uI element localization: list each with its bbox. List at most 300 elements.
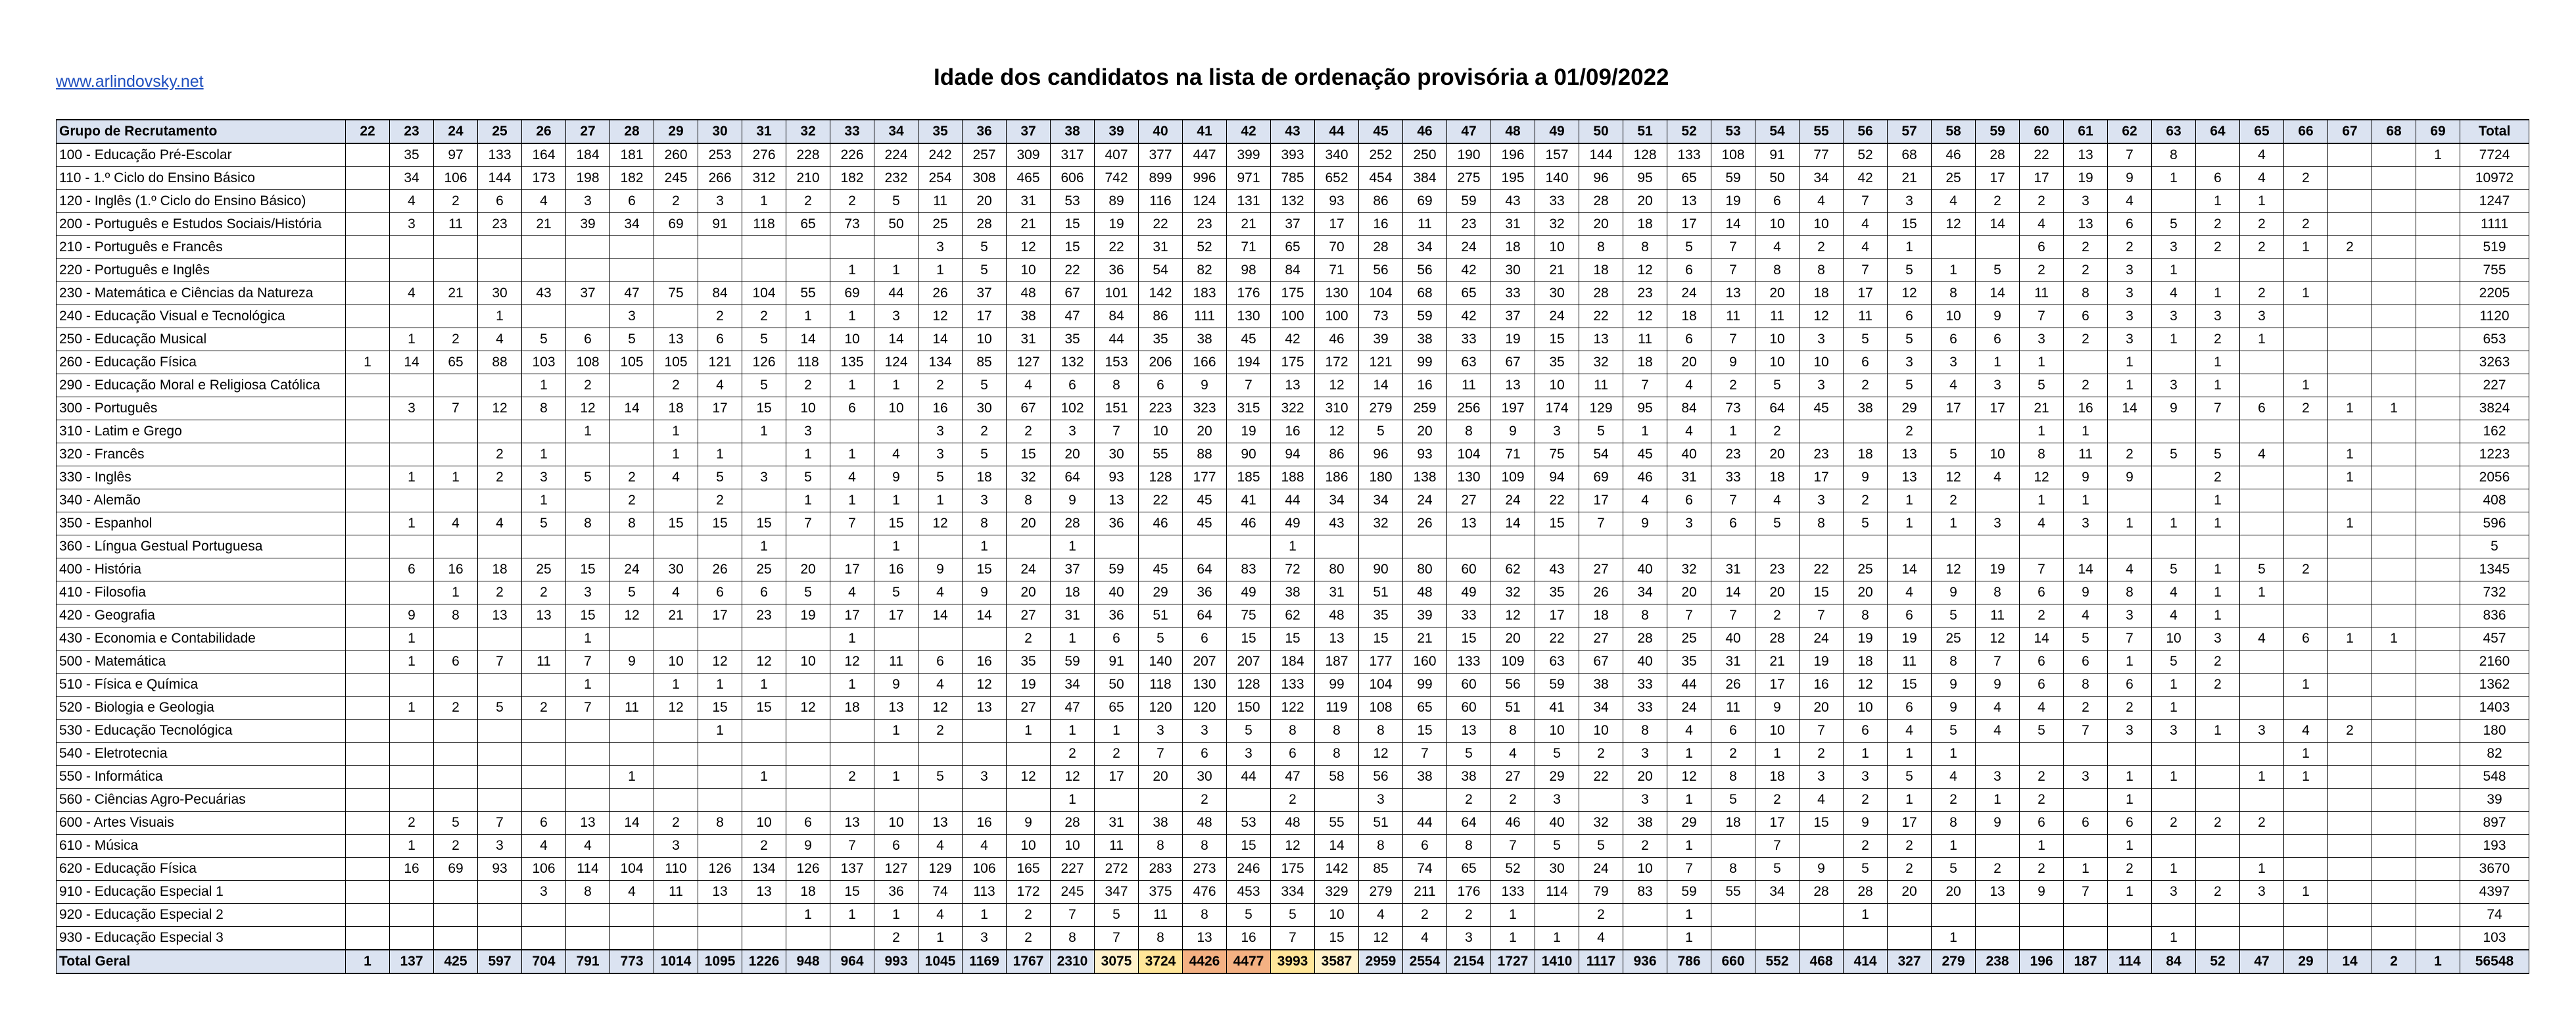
count-cell: 28 — [1623, 627, 1667, 650]
count-cell: 2 — [1800, 743, 1844, 766]
count-cell: 9 — [2064, 581, 2108, 604]
count-cell: 5 — [2152, 213, 2196, 236]
count-cell: 104 — [1359, 674, 1403, 697]
count-cell — [390, 789, 434, 812]
count-cell: 23 — [478, 213, 522, 236]
count-cell: 315 — [1227, 397, 1271, 420]
count-cell: 5 — [1227, 720, 1271, 743]
count-cell: 22 — [1800, 558, 1844, 581]
count-cell: 2 — [830, 766, 874, 789]
count-cell — [698, 259, 742, 282]
count-cell: 67 — [1491, 351, 1535, 374]
count-cell: 9 — [1007, 812, 1051, 835]
count-cell — [2328, 489, 2372, 512]
count-cell: 59 — [1535, 674, 1579, 697]
count-cell: 2 — [2064, 236, 2108, 259]
count-cell: 5 — [1359, 420, 1403, 443]
count-cell — [786, 535, 830, 558]
count-cell: 2 — [1271, 789, 1315, 812]
count-cell: 37 — [1491, 305, 1535, 328]
count-cell: 6 — [1667, 489, 1711, 512]
count-cell — [2284, 305, 2328, 328]
count-cell — [2328, 213, 2372, 236]
count-cell: 9 — [1976, 674, 2020, 697]
count-cell: 2 — [1623, 835, 1667, 858]
count-cell: 9 — [390, 604, 434, 627]
count-cell: 4 — [918, 581, 963, 604]
count-cell: 1 — [2020, 489, 2064, 512]
count-cell: 4 — [1667, 374, 1711, 397]
count-cell: 185 — [1227, 466, 1271, 489]
count-cell: 4 — [522, 190, 566, 213]
count-cell: 28 — [1976, 143, 2020, 167]
count-cell — [2152, 466, 2196, 489]
count-cell: 2 — [434, 190, 478, 213]
count-cell: 1 — [698, 720, 742, 743]
count-cell: 60 — [1447, 697, 1491, 720]
count-cell — [1755, 535, 1800, 558]
count-cell: 93 — [1403, 443, 1447, 466]
count-cell: 3 — [1976, 766, 2020, 789]
count-cell: 9 — [1932, 674, 1976, 697]
count-cell: 99 — [1403, 351, 1447, 374]
count-cell: 4 — [698, 374, 742, 397]
count-cell: 84 — [1095, 305, 1139, 328]
count-cell — [2372, 604, 2416, 627]
table-row — [57, 259, 2529, 282]
row-total-cell: 3670 — [2460, 858, 2529, 881]
count-cell: 12 — [654, 697, 698, 720]
group-label: 610 - Música — [57, 835, 346, 858]
count-cell: 10 — [1579, 720, 1623, 743]
count-cell: 1 — [390, 627, 434, 650]
count-cell — [2416, 443, 2460, 466]
count-cell: 4 — [963, 835, 1007, 858]
count-cell: 1 — [2284, 766, 2328, 789]
count-cell — [346, 927, 390, 950]
column-header-age: 59 — [1976, 120, 2020, 143]
total-cell: 964 — [830, 950, 874, 973]
count-cell: 3 — [2108, 604, 2152, 627]
count-cell — [2328, 535, 2372, 558]
count-cell — [1932, 236, 1976, 259]
count-cell: 93 — [1315, 190, 1359, 213]
table-row — [57, 881, 2529, 904]
count-cell: 1 — [2240, 581, 2284, 604]
count-cell: 175 — [1271, 858, 1315, 881]
count-cell: 1 — [830, 627, 874, 650]
count-cell: 4 — [654, 466, 698, 489]
count-cell: 64 — [1183, 558, 1227, 581]
count-cell: 1 — [2020, 420, 2064, 443]
count-cell — [346, 143, 390, 167]
count-cell: 454 — [1359, 167, 1403, 190]
count-cell: 3 — [478, 835, 522, 858]
count-cell — [2372, 835, 2416, 858]
count-cell: 60 — [1447, 558, 1491, 581]
count-cell: 7 — [1800, 604, 1844, 627]
count-cell — [654, 305, 698, 328]
count-cell — [2108, 489, 2152, 512]
count-cell: 109 — [1491, 650, 1535, 674]
table-row — [57, 604, 2529, 627]
column-header-age: 63 — [2152, 120, 2196, 143]
count-cell: 56 — [1359, 259, 1403, 282]
count-cell: 7 — [2108, 627, 2152, 650]
count-cell: 38 — [1623, 812, 1667, 835]
count-cell: 12 — [742, 650, 786, 674]
count-cell: 32 — [1579, 351, 1623, 374]
count-cell — [654, 489, 698, 512]
count-cell: 3 — [2152, 881, 2196, 904]
count-cell: 224 — [874, 143, 918, 167]
count-cell — [654, 627, 698, 650]
count-cell — [963, 720, 1007, 743]
count-cell: 60 — [1447, 674, 1491, 697]
count-cell: 15 — [874, 512, 918, 535]
count-cell: 7 — [434, 397, 478, 420]
count-cell: 4 — [478, 512, 522, 535]
count-cell: 12 — [1667, 766, 1711, 789]
count-cell: 24 — [1007, 558, 1051, 581]
count-cell: 69 — [1403, 190, 1447, 213]
count-cell: 94 — [1271, 443, 1315, 466]
count-cell: 308 — [963, 167, 1007, 190]
total-cell: 1095 — [698, 950, 742, 973]
count-cell: 108 — [566, 351, 610, 374]
count-cell: 4 — [1932, 766, 1976, 789]
count-cell: 3 — [2240, 305, 2284, 328]
count-cell — [1932, 420, 1976, 443]
group-label: 520 - Biologia e Geologia — [57, 697, 346, 720]
count-cell: 1 — [874, 259, 918, 282]
count-cell — [2284, 812, 2328, 835]
count-cell: 29 — [1139, 581, 1183, 604]
count-cell: 140 — [1535, 167, 1579, 190]
count-cell: 5 — [2152, 650, 2196, 674]
count-cell: 1 — [830, 674, 874, 697]
count-cell: 77 — [1800, 143, 1844, 167]
count-cell: 4 — [2152, 581, 2196, 604]
count-cell — [2284, 927, 2328, 950]
count-cell: 232 — [874, 167, 918, 190]
count-cell: 2 — [2064, 374, 2108, 397]
group-label: 400 - História — [57, 558, 346, 581]
count-cell — [2372, 581, 2416, 604]
count-cell: 26 — [1403, 512, 1447, 535]
count-cell: 108 — [1711, 143, 1755, 167]
count-cell: 1 — [830, 489, 874, 512]
count-cell: 3 — [1844, 766, 1888, 789]
count-cell — [566, 489, 610, 512]
count-cell — [2328, 835, 2372, 858]
count-cell: 31 — [1711, 650, 1755, 674]
count-cell: 2 — [1403, 904, 1447, 927]
count-cell: 46 — [1623, 466, 1667, 489]
count-cell: 3 — [1447, 927, 1491, 950]
count-cell: 22 — [1535, 627, 1579, 650]
count-cell: 1 — [2108, 650, 2152, 674]
count-cell — [2416, 305, 2460, 328]
count-cell: 12 — [2020, 466, 2064, 489]
count-cell — [2240, 789, 2284, 812]
count-cell: 46 — [1932, 143, 1976, 167]
count-cell: 3 — [2152, 305, 2196, 328]
count-cell: 4 — [1800, 190, 1844, 213]
count-cell: 2 — [874, 927, 918, 950]
count-cell — [2020, 904, 2064, 927]
count-cell: 4 — [918, 835, 963, 858]
count-cell: 4 — [2240, 167, 2284, 190]
count-cell: 9 — [2020, 881, 2064, 904]
count-cell: 9 — [963, 581, 1007, 604]
table-row — [57, 143, 2529, 167]
count-cell: 9 — [2108, 167, 2152, 190]
count-cell: 18 — [1667, 305, 1711, 328]
count-cell: 6 — [390, 558, 434, 581]
column-header-age: 67 — [2328, 120, 2372, 143]
count-cell: 4 — [1755, 236, 1800, 259]
count-cell: 6 — [2064, 650, 2108, 674]
count-cell — [478, 904, 522, 927]
count-cell: 13 — [2064, 143, 2108, 167]
count-cell: 1 — [963, 535, 1007, 558]
count-cell: 4 — [566, 835, 610, 858]
count-cell: 3 — [1183, 720, 1227, 743]
count-cell: 34 — [610, 213, 654, 236]
count-cell — [522, 720, 566, 743]
count-cell: 1 — [522, 374, 566, 397]
count-cell — [2328, 858, 2372, 881]
count-cell: 9 — [2108, 466, 2152, 489]
count-cell: 2 — [2064, 697, 2108, 720]
count-cell: 5 — [1535, 835, 1579, 858]
count-cell: 3 — [2108, 328, 2152, 351]
count-cell: 2 — [1183, 789, 1227, 812]
column-header-age: 50 — [1579, 120, 1623, 143]
count-cell — [2416, 420, 2460, 443]
count-cell: 1 — [2196, 512, 2240, 535]
group-label: 930 - Educação Especial 3 — [57, 927, 346, 950]
total-cell: 2554 — [1403, 950, 1447, 973]
count-cell: 196 — [1491, 143, 1535, 167]
count-cell: 16 — [1271, 420, 1315, 443]
count-cell: 996 — [1183, 167, 1227, 190]
count-cell — [2328, 167, 2372, 190]
count-cell: 23 — [742, 604, 786, 627]
count-cell: 20 — [1888, 881, 1932, 904]
count-cell: 4 — [1403, 927, 1447, 950]
count-cell — [2328, 881, 2372, 904]
column-header-age: 44 — [1315, 120, 1359, 143]
count-cell — [786, 627, 830, 650]
count-cell — [346, 858, 390, 881]
count-cell — [346, 789, 390, 812]
count-cell: 4 — [1932, 190, 1976, 213]
count-cell — [346, 604, 390, 627]
count-cell: 22 — [1535, 489, 1579, 512]
count-cell: 3 — [2152, 374, 2196, 397]
total-cell: 238 — [1976, 950, 2020, 973]
count-cell: 6 — [1183, 743, 1227, 766]
count-cell: 174 — [1535, 397, 1579, 420]
column-header-age: 53 — [1711, 120, 1755, 143]
count-cell — [2372, 812, 2416, 835]
table-row — [57, 766, 2529, 789]
count-cell: 6 — [1667, 328, 1711, 351]
count-cell — [346, 812, 390, 835]
count-cell: 279 — [1359, 881, 1403, 904]
count-cell: 10 — [1755, 720, 1800, 743]
total-cell: 1 — [2416, 950, 2460, 973]
count-cell — [2416, 627, 2460, 650]
count-cell: 1 — [2152, 167, 2196, 190]
count-cell: 127 — [874, 858, 918, 881]
count-cell: 11 — [918, 190, 963, 213]
count-cell: 153 — [1095, 351, 1139, 374]
count-cell: 7 — [1667, 604, 1711, 627]
count-cell — [522, 674, 566, 697]
row-total-cell: 1247 — [2460, 190, 2529, 213]
count-cell: 1 — [1535, 927, 1579, 950]
count-cell: 9 — [1976, 305, 2020, 328]
count-cell: 1 — [1491, 927, 1535, 950]
count-cell — [346, 535, 390, 558]
count-cell: 8 — [1844, 604, 1888, 627]
count-cell: 177 — [1359, 650, 1403, 674]
count-cell: 2 — [918, 374, 963, 397]
count-cell — [2372, 282, 2416, 305]
count-cell: 32 — [1491, 581, 1535, 604]
count-cell — [1844, 420, 1888, 443]
count-cell: 8 — [1623, 720, 1667, 743]
count-cell: 2 — [2196, 328, 2240, 351]
count-cell — [2196, 535, 2240, 558]
count-cell: 22 — [1051, 259, 1095, 282]
count-cell: 6 — [2108, 213, 2152, 236]
count-cell — [390, 305, 434, 328]
count-cell: 20 — [1932, 881, 1976, 904]
count-cell: 8 — [2108, 581, 2152, 604]
count-cell: 7 — [1491, 835, 1535, 858]
count-cell: 6 — [2020, 812, 2064, 835]
count-cell: 7 — [2196, 397, 2240, 420]
count-cell: 89 — [1095, 190, 1139, 213]
count-cell — [2152, 904, 2196, 927]
count-cell: 5 — [522, 512, 566, 535]
total-cell: 29 — [2284, 950, 2328, 973]
count-cell — [2152, 190, 2196, 213]
count-cell: 184 — [566, 143, 610, 167]
column-header-age: 66 — [2284, 120, 2328, 143]
count-cell — [2152, 351, 2196, 374]
count-cell: 227 — [1051, 858, 1095, 881]
count-cell: 256 — [1447, 397, 1491, 420]
count-cell: 5 — [1711, 789, 1755, 812]
count-cell: 2 — [2196, 650, 2240, 674]
count-cell: 100 — [1315, 305, 1359, 328]
count-cell: 10 — [874, 812, 918, 835]
count-cell: 2 — [2240, 812, 2284, 835]
count-cell: 1 — [1711, 420, 1755, 443]
count-cell — [346, 766, 390, 789]
count-cell — [654, 236, 698, 259]
total-cell: 187 — [2064, 950, 2108, 973]
count-cell — [786, 720, 830, 743]
count-cell: 91 — [1755, 143, 1800, 167]
count-cell: 71 — [1227, 236, 1271, 259]
count-cell: 21 — [1403, 627, 1447, 650]
count-cell — [2328, 766, 2372, 789]
count-cell — [2240, 535, 2284, 558]
count-cell: 12 — [1271, 835, 1315, 858]
count-cell — [1932, 535, 1976, 558]
count-cell: 182 — [610, 167, 654, 190]
count-cell: 334 — [1271, 881, 1315, 904]
count-cell: 4 — [2020, 213, 2064, 236]
count-cell: 175 — [1271, 282, 1315, 305]
count-cell: 18 — [1579, 604, 1623, 627]
count-cell: 6 — [1139, 374, 1183, 397]
count-cell — [2284, 512, 2328, 535]
count-cell: 5 — [918, 466, 963, 489]
count-cell: 8 — [963, 512, 1007, 535]
count-cell: 2 — [2196, 674, 2240, 697]
group-label: 620 - Educação Física — [57, 858, 346, 881]
column-header-age: 24 — [434, 120, 478, 143]
count-cell — [390, 743, 434, 766]
count-cell: 7 — [566, 650, 610, 674]
count-cell: 3 — [963, 489, 1007, 512]
count-cell: 12 — [478, 397, 522, 420]
total-cell: 47 — [2240, 950, 2284, 973]
column-header-age: 38 — [1051, 120, 1095, 143]
column-header-age: 40 — [1139, 120, 1183, 143]
count-cell: 1 — [1932, 835, 1976, 858]
row-total-cell: 82 — [2460, 743, 2529, 766]
count-cell: 2 — [2020, 766, 2064, 789]
count-cell: 14 — [1888, 558, 1932, 581]
count-cell — [390, 720, 434, 743]
page-title: Idade dos candidatos na lista de ordenação provisória a 01/09/2022 — [934, 64, 1669, 90]
site-link[interactable]: www.arlindovsky.net — [56, 72, 204, 91]
count-cell: 4 — [918, 674, 963, 697]
count-cell: 6 — [2240, 397, 2284, 420]
count-cell: 134 — [918, 351, 963, 374]
total-cell: 1727 — [1491, 950, 1535, 973]
count-cell: 8 — [522, 397, 566, 420]
count-cell: 11 — [1888, 650, 1932, 674]
count-cell: 1 — [2108, 512, 2152, 535]
count-cell: 6 — [2020, 236, 2064, 259]
count-cell: 1 — [698, 674, 742, 697]
total-cell: 773 — [610, 950, 654, 973]
count-cell: 8 — [1579, 236, 1623, 259]
count-cell: 114 — [566, 858, 610, 881]
count-cell — [610, 904, 654, 927]
count-cell — [478, 720, 522, 743]
count-cell — [2372, 512, 2416, 535]
count-cell: 2 — [1844, 789, 1888, 812]
count-cell: 73 — [1711, 397, 1755, 420]
count-cell: 312 — [742, 167, 786, 190]
count-cell — [2416, 904, 2460, 927]
count-cell: 21 — [1535, 259, 1579, 282]
count-cell — [1976, 489, 2020, 512]
count-cell: 1 — [830, 374, 874, 397]
count-cell — [1711, 927, 1755, 950]
count-cell — [2372, 674, 2416, 697]
